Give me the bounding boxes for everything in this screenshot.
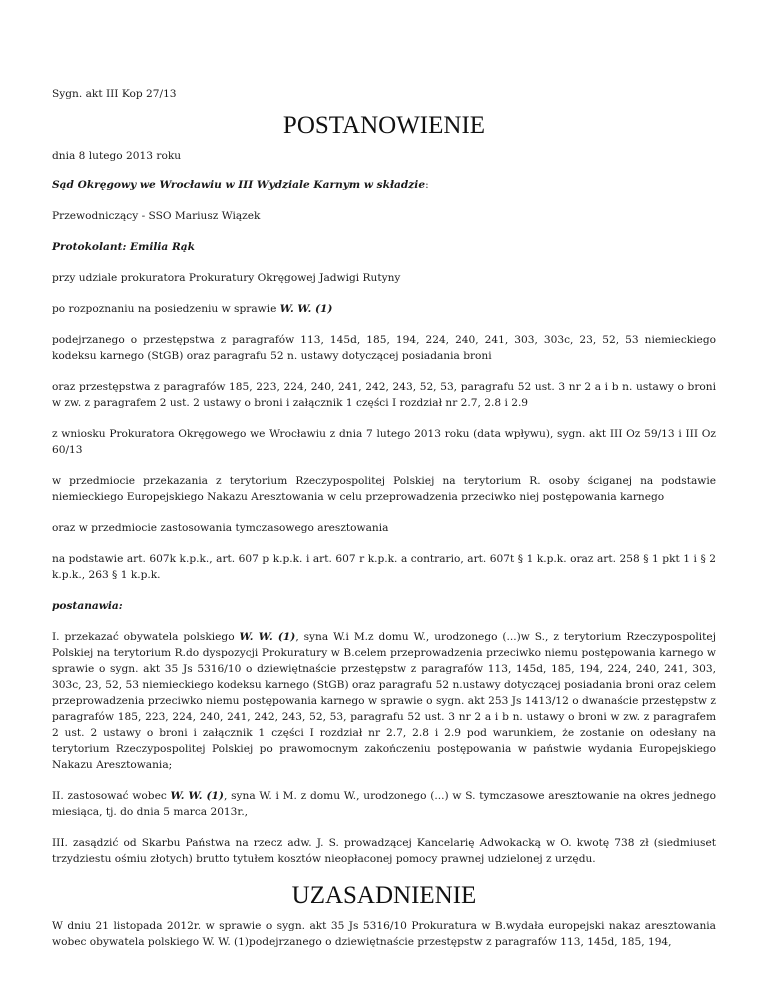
court-suffix: :	[425, 179, 429, 191]
clerk-line: Protokolant: Emilia Rąk	[52, 241, 195, 253]
prosecutor-line: przy udziale prokuratora Prokuratury Okręgowej Jadwigi Rutyny	[52, 272, 401, 284]
suspect-name: W. W. (1)	[279, 303, 333, 315]
court-composition	[52, 177, 716, 193]
ruling-point-1	[52, 629, 716, 773]
charges-paragraph-2: oraz przestępstwa z paragrafów 185, 223, 224, 240, 241, 242, 243, 52, 53, paragrafu 52 ust. 3 nr 2 a i b n. ustawy o broni w zw. z paragrafem 2 ust. 2 ustawy o broni i załącznik 1 części I rozdział nr 2.7, 2.8 i 2.9	[52, 381, 716, 409]
case-signature: Sygn. akt III Kop 27/13	[52, 88, 177, 100]
motion-paragraph: z wniosku Prokuratora Okręgowego we Wrocławiu z dnia 7 lutego 2013 roku (data wpływu), sygn. akt III Oz 59/13 i III Oz 60/13	[52, 428, 716, 456]
ruling-point-2	[52, 788, 716, 820]
subject-paragraph-2: oraz w przedmiocie zastosowania tymczasowego aresztowania	[52, 522, 389, 534]
chair-line: Przewodniczący - SSO Mariusz Wiązek	[52, 210, 261, 222]
case-text: po rozpoznaniu na posiedzeniu w sprawie	[52, 303, 280, 315]
point-1-rest: , syna W.i M.z domu W., urodzonego (...)w S., z terytorium Rzeczypospolitej Polskiej na terytorium R.do dyspozycji Prokuratury w B.celem przeprowadzenia przeciwko niemu postępowania karnego w sprawie o sygn. akt 35 Js 5316/10 o dziewiętnaście przestępstw z paragrafów 113, 145d, 185, 194, 224, 240, 241, 303, 303c, 23, 52, 53 niemieckiego kodeksu karnego (StGB) oraz paragrafu 52 n.ustawy dotyczącej posiadania broni oraz celem przeprowadzenia przeciwko niemu postępowania karnego w sprawie o sygn. akt 253 Js 1413/12 o dwanaście przestępstw z paragrafów 185, 223, 224, 240, 241, 242, 243, 52, 53, paragrafu 52 ust. 3 nr 2 a i b n. ustawy o broni w zw. z paragrafem 2 ust. 2 ustawy o broni i załącznik 1 części I rozdział nr 2.7, 2.8 i 2.9 pod warunkiem, że zostanie on odesłany na terytorium Rzeczypospolitej Polskiej po prawomocnym zakończeniu postępowania w państwie wydania Europejskiego Nakazu Aresztowania;	[52, 631, 716, 771]
point-2-rest: , syna W. i M. z domu W., urodzonego (...) w S. tymczasowe aresztowanie na okres jednego miesiąca, tj. do dnia 5 marca 2013r.,	[52, 790, 716, 818]
justification-title: UZASADNIENIE	[291, 882, 477, 909]
court-name: Sąd Okręgowy we Wrocławiu w III Wydziale Karnym w składzie	[52, 179, 426, 191]
case-line	[52, 301, 716, 317]
ruling-point-3: III. zasądzić od Skarbu Państwa na rzecz adw. J. S. prowadzącej Kancelarię Adwokacką w O. kwotę 738 zł (siedmiuset trzydziestu ośmiu złotych) brutto tytułem kosztów nieopłaconej pomocy prawnej udzielonej z urzędu.	[52, 837, 716, 865]
point-2-name: W. W. (1)	[170, 790, 224, 802]
point-2-lead: II. zastosować wobec	[52, 790, 171, 802]
point-1-lead: I. przekazać obywatela polskiego	[52, 631, 240, 643]
point-1-name: W. W. (1)	[239, 631, 296, 643]
date-line: dnia 8 lutego 2013 roku	[52, 150, 182, 162]
justification-paragraph: W dniu 21 listopada 2012r. w sprawie o sygn. akt 35 Js 5316/10 Prokuratura w B.wydała europejski nakaz aresztowania wobec obywatela polskiego W. W. (1)podejrzanego o dziewiętnaście przestępstw z paragrafów 113, 145d, 185, 194,	[52, 920, 716, 948]
legal-basis-paragraph: na podstawie art. 607k k.p.k., art. 607 p k.p.k. i art. 607 r k.p.k. a contrario, art. 607t § 1 k.p.k. oraz art. 258 § 1 pkt 1 i § 2 k.p.k., 263 § 1 k.p.k.	[52, 553, 716, 581]
document-page	[52, 86, 716, 965]
document-title: POSTANOWIENIE	[282, 112, 486, 139]
charges-paragraph-1: podejrzanego o przestępstwa z paragrafów 113, 145d, 185, 194, 224, 240, 241, 303, 303c, 23, 52, 53 niemieckiego kodeksu karnego (StGB) oraz paragrafu 52 n. ustawy dotyczącej posiadania broni	[52, 334, 716, 362]
decides-heading: postanawia:	[52, 600, 123, 612]
subject-paragraph-1: w przedmiocie przekazania z terytorium Rzeczypospolitej Polskiej na terytorium R. osoby ściganej na podstawie niemieckiego Europejskiego Nakazu Aresztowania w celu przeprowadzenia przeciwko niej postępowania karnego	[52, 475, 716, 503]
